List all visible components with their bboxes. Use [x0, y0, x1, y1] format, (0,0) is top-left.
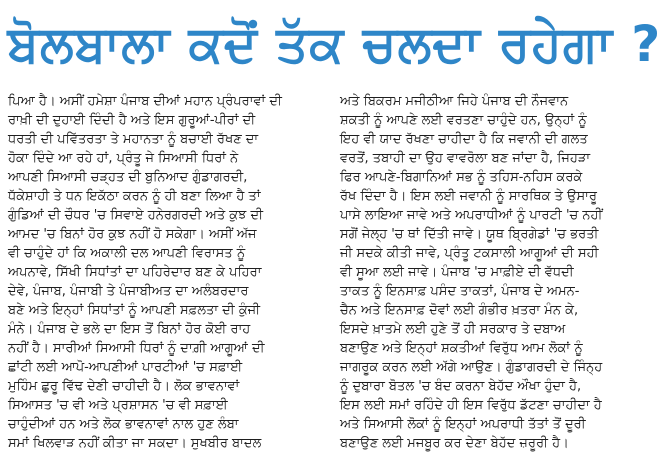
text-column-left: [8, 92, 329, 451]
text-line: ਆਮਦ 'ਚ ਬਿਨਾਂ ਹੋਰ ਕੁਝ ਨਹੀਂ ਹੋ ਸਕੇਗਾ। ਅਸੀਂ ਅੱਜ: [8, 227, 257, 242]
article-body: [8, 92, 661, 451]
text-line: ਮੁਹਿੰਮ ਛੁਰੂ ਵਿੱਢ ਦੇਣੀ ਚਾਹੀਦੀ ਹੈ। ਲੋਕ ਭਾਵਨਾਵਾਂ: [8, 379, 240, 394]
text-line: ਜਾਗਰੂਕ ਕਰਨ ਲਈ ਅੱਗੇ ਆਉਣ। ਗੁੰਡਾਗਰਦੀ ਦੇ ਜਿੰਨ੍ਹ: [340, 360, 603, 375]
text-line: ਫਿਰ ਆਪਣੇ-ਬਿਗਾਨਿਆਂ ਸਭ ਨੂੰ ਤਹਿਸ-ਨਹਿਸ ਕਰਕੇ: [340, 170, 583, 185]
text-line: ਅਤੇ ਬਿਕਰਮ ਮਜੀਠੀਆ ਜਿਹੇ ਪੰਜਾਬ ਦੀ ਨੌਜਵਾਨ: [340, 94, 569, 109]
text-line: ਇਸ ਲਈ ਸਮਾਂ ਰਹਿੰਦੇ ਹੀ ਇਸ ਵਿਰੁੱਧ ਡੱਟਣਾ ਚਾਹੀਦਾ ਹੈ: [340, 398, 602, 413]
text-line: ਰਾਖ਼ੀ ਦੀ ਦੁਹਾਈ ਦਿੰਦੀ ਹੈ ਅਤੇ ਇਸ ਗੁਰੂਆਂ-ਪੀਰਾਂ ਦੀ: [8, 113, 256, 128]
text-line: ਹੋਕਾ ਦਿੰਦੇ ਆ ਰਹੇ ਹਾਂ, ਪ੍ਰੰਤੂ ਜੇ ਸਿਆਸੀ ਧਿਰਾਂ ਨੇ: [8, 151, 239, 166]
text-line: ਬਣਾਉਣ ਲਈ ਮਜਬੂਰ ਕਰ ਦੇਣਾ ਬੇਹੱਦ ਜ਼ਰੂਰੀ ਹੈ।: [340, 436, 569, 451]
text-line: ਧਰਤੀ ਦੀ ਪਵਿੱਤਰਤਾ ਤੇ ਮਹਾਨਤਾ ਨੂੰ ਬਚਾਈ ਰੱਖਣ ਦਾ: [8, 132, 259, 147]
text-line: ਚਾਹੁੰਦੀਆਂ ਹਨ ਅਤੇ ਲੋਕ ਭਾਵਨਾਵਾਂ ਨਾਲ ਹੁਣ ਲੰਬਾ: [8, 417, 239, 432]
text-line: ਨੂੰ ਦੁਬਾਰਾ ਬੋਤਲ 'ਚ ਬੰਦ ਕਰਨਾ ਬੇਹੱਦ ਔਖਾ ਹੁੰਦਾ ਹੈ,: [340, 379, 582, 394]
text-line: ਆਪਣੀ ਸਿਆਸੀ ਚੜ੍ਹਤ ਦੀ ਬੁਨਿਆਦ ਗੁੰਡਾਗਰਦੀ,: [8, 170, 248, 185]
text-line: ਗੁੰਡਿਆਂ ਦੀ ਚੌਧਰ 'ਚ ਸਿਵਾਏ ਹਨੇਰਗਰਦੀ ਅਤੇ ਕੁਝ ਦੀ: [8, 208, 263, 223]
text-line: ਰੱਖ ਦਿੰਦਾ ਹੈ। ਇਸ ਲਈ ਜਵਾਨੀ ਨੂੰ ਸਾਰਥਿਕ ਤੇ ਉਸਾਰੂ: [340, 189, 597, 204]
text-line: ਬਣਾਉਣ ਅਤੇ ਇਨ੍ਹਾਂ ਸ਼ਕਤੀਆਂ ਵਿਰੁੱਧ ਆਮ ਲੋਕਾਂ ਨੂੰ: [340, 341, 583, 356]
text-line: ਸਗੋਂ ਜੇਲ੍ਹ 'ਚ ਥਾਂ ਦਿੱਤੀ ਜਾਵੇ। ਯੂਥ ਬ੍ਰਿਗੇਡਾਂ 'ਚ ਭਰਤੀ: [340, 227, 599, 242]
text-line: ਵਰਤੋਂ, ਤਬਾਹੀ ਦਾ ਉਹ ਵਾਵਰੋਲਾ ਬਣ ਜਾਂਦਾ ਹੈ, ਜਿਹੜਾ: [340, 151, 591, 166]
text-line: ਬਣੇ ਅਤੇ ਇਨ੍ਹਾਂ ਸਿਧਾਂਤਾਂ ਨੂੰ ਆਪਣੀ ਸਫ਼ਲਤਾ ਦੀ ਕੁੰਜੀ: [8, 303, 261, 318]
text-line: ਛਾਂਟੀ ਲਈ ਆਪੋ-ਆਪਣੀਆਂ ਪਾਰਟੀਆਂ 'ਚ ਸਫ਼ਾਈ: [8, 360, 243, 375]
text-line: ਦੇਵੇ, ਪੰਜਾਬ, ਪੰਜਾਬੀ ਤੇ ਪੰਜਾਬੀਅਤ ਦਾ ਅਲੰਬਰਦਾਰ: [8, 284, 249, 299]
text-line: ਵੀ ਸੂਆ ਲਈ ਜਾਵੇ। ਪੰਜਾਬ 'ਚ ਮਾਫ਼ੀਏ ਦੀ ਵੱਧਦੀ: [340, 265, 574, 280]
text-line: ਪਾਸੇ ਲਾਇਆ ਜਾਵੇ ਅਤੇ ਅਪਰਾਧੀਆਂ ਨੂੰ ਪਾਰਟੀ 'ਚ ਨਹੀਂ: [340, 208, 603, 223]
text-line: ਇਸਦੇ ਖ਼ਾਤਮੇ ਲਈ ਹੁਣੇ ਤੋਂ ਹੀ ਸਰਕਾਰ ਤੇ ਦਬਾਅ: [340, 322, 566, 337]
text-line: ਵੀ ਚਾਹੁੰਦੇ ਹਾਂ ਕਿ ਅਕਾਲੀ ਦਲ ਆਪਣੀ ਵਿਰਾਸਤ ਨੂੰ: [8, 246, 246, 261]
text-line: ਮੰਨੇ। ਪੰਜਾਬ ਦੇ ਭਲੇ ਦਾ ਇਸ ਤੋਂ ਬਿਨਾਂ ਹੋਰ ਕੋਈ ਰਾਹ: [8, 322, 251, 337]
text-line: ਤਾਕਤ ਨੂੰ ਇਨਸਾਫ਼ ਪਸੰਦ ਤਾਕਤਾਂ, ਪੰਜਾਬ ਦੇ ਅਮਨ-: [340, 284, 580, 299]
text-line: ਨਹੀਂ ਹੈ। ਸਾਰੀਆਂ ਸਿਆਸੀ ਧਿਰਾਂ ਨੂੰ ਦਾਗ਼ੀ ਆਗੂਆਂ ਦੀ: [8, 341, 265, 356]
text-line: ਇਹ ਵੀ ਯਾਦ ਰੱਖਣਾ ਚਾਹੀਦਾ ਹੈ ਕਿ ਜਵਾਨੀ ਦੀ ਗਲਤ: [340, 132, 588, 147]
text-line: ਸਿਆਸਤ 'ਚ ਵੀ ਅਤੇ ਪ੍ਰਸ਼ਾਸਨ 'ਚ ਵੀ ਸਫ਼ਾਈ: [8, 398, 228, 413]
text-line: ਪਿਆ ਹੈ। ਅਸੀਂ ਹਮੇਸ਼ਾ ਪੰਜਾਬ ਦੀਆਂ ਮਹਾਨ ਪ੍ਰੰਪਰਾਵਾਂ ਦੀ: [8, 94, 282, 109]
text-line: ਸਮਾਂ ਖਿਲਵਾੜ ਨਹੀਂ ਕੀਤਾ ਜਾ ਸਕਦਾ। ਸੁਖਬੀਰ ਬਾਦਲ: [8, 436, 262, 451]
headline: ਬੋਲਬਾਲਾ ਕਦੋਂ ਤੱਕ ਚਲਦਾ ਰਹੇਗਾ ?: [7, 14, 662, 73]
text-line: ਚੈਨ ਅਤੇ ਇਨਸਾਫ਼ ਦੋਵਾਂ ਲਈ ਗੰਭੀਰ ਖ਼ਤਰਾ ਮੰਨ ਕੇ,: [340, 303, 579, 318]
text-line: ਧੱਕੇਸ਼ਾਹੀ ਤੇ ਧਨ ਇਕੱਠਾ ਕਰਨ ਨੂੰ ਹੀ ਬਣਾ ਲਿਆ ਹੈ ਤਾਂ: [8, 189, 261, 204]
text-line: ਅਪਨਾਵੇ, ਸਿੱਖੀ ਸਿਧਾਂਤਾਂ ਦਾ ਪਹਿਰੇਦਾਰ ਬਣ ਕੇ ਪਹਿਰਾ: [8, 265, 262, 280]
text-line: ਸ਼ਕਤੀ ਨੂੰ ਆਪਣੇ ਲਈ ਵਰਤਣਾ ਚਾਹੁੰਦੇ ਹਨ, ਉਨ੍ਹਾਂ ਨੂੰ: [340, 113, 587, 128]
text-line: ਜੀ ਸਦਕੇ ਕੀਤੀ ਜਾਵੇ, ਪ੍ਰੰਤੂ ਟਕਸਾਲੀ ਆਗੂਆਂ ਦੀ ਸਹੀ: [340, 246, 599, 261]
text-line: ਅਤੇ ਸਿਆਸੀ ਲੋਕਾਂ ਨੂੰ ਇਨ੍ਹਾਂ ਅਪਰਾਧੀ ਤੱਤਾਂ ਤੋਂ ਦੂਰੀ: [340, 417, 586, 432]
text-column-right: [340, 92, 661, 451]
